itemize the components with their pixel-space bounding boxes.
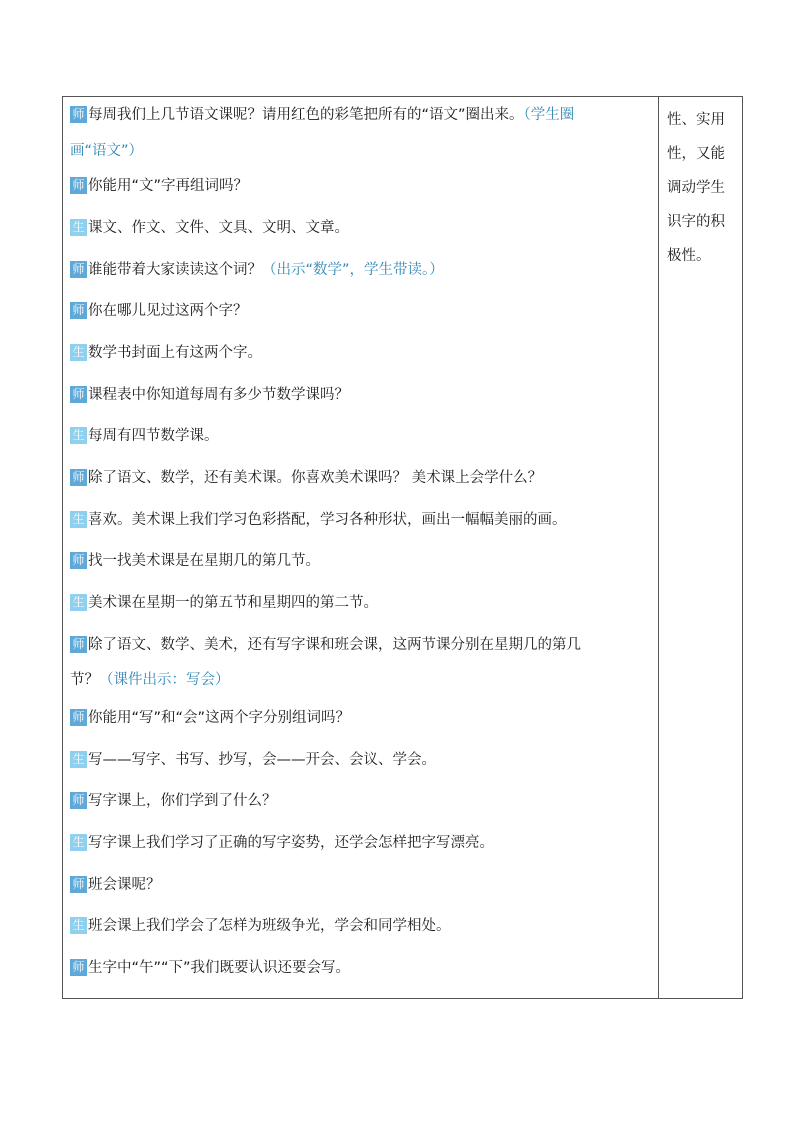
lesson-plan-table: [62, 96, 743, 999]
dialogue-text: 数学书封面上有这两个字。: [88, 345, 262, 361]
dialogue-line: [70, 670, 650, 690]
teacher-tag: 师: [70, 552, 87, 569]
dialogue-line: [70, 635, 650, 655]
teacher-tag: 师: [70, 792, 87, 809]
dialogue-line: [70, 750, 650, 770]
dialogue-line: [70, 343, 650, 363]
dialogue-text: 班会课呢？: [88, 877, 161, 893]
dialogue-line: [70, 916, 650, 936]
teacher-tag: 师: [70, 386, 87, 403]
dialogue-text: 写字课上我们学习了正确的写字姿势，还学会怎样把字写漂亮。: [88, 835, 494, 851]
dialogue-text: 生字中“午”“下”我们既要认识还要会写。: [88, 960, 351, 976]
dialogue-text: 喜欢。美术课上我们学习色彩搭配，学习各种形状，画出一幅幅美丽的画。: [88, 512, 567, 528]
dialogue-line: [70, 141, 650, 161]
student-tag: 生: [70, 834, 87, 851]
student-tag: 生: [70, 751, 87, 768]
dialogue-line: [70, 551, 650, 571]
dialogue-text: 你能用“文”字再组词吗？: [88, 178, 249, 194]
side-note-line: 调动学生: [667, 180, 725, 196]
dialogue-line: [70, 301, 650, 321]
teacher-tag: 师: [70, 177, 87, 194]
stage-note: 画“语文”）: [70, 143, 144, 159]
dialogue-line: [70, 510, 650, 530]
dialogue-text: 你能用“写”和“会”这两个字分别组词吗？: [88, 710, 351, 726]
notes-column: [667, 103, 739, 273]
teacher-tag: 师: [70, 876, 87, 893]
dialogue-text: 除了语文、数学，还有美术课。你喜欢美术课吗？ 美术课上会学什么？: [88, 470, 543, 486]
teacher-tag: 师: [70, 709, 87, 726]
teacher-tag: 师: [70, 469, 87, 486]
dialogue-text: 写字课上，你们学到了什么？: [88, 793, 277, 809]
student-tag: 生: [70, 427, 87, 444]
dialogue-line: [70, 833, 650, 853]
dialogue-text: 除了语文、数学、美术，还有写字课和班会课，这两节课分别在星期几的第几: [88, 637, 581, 653]
dialogue-text: 每周有四节数学课。: [88, 428, 219, 444]
dialogue-text: 谁能带着大家读读这个词？: [88, 262, 262, 278]
dialogue-text: 你在哪儿见过这两个字？: [88, 303, 248, 319]
dialogue-text: 课文、作文、文件、文具、文明、文章。: [88, 220, 349, 236]
teacher-tag: 师: [70, 302, 87, 319]
dialogue-text: 节？: [70, 672, 99, 688]
teacher-tag: 师: [70, 106, 87, 123]
stage-note: （课件出示：写会）: [99, 672, 230, 688]
stage-note: （学生圈: [523, 107, 575, 123]
teacher-tag: 师: [70, 261, 87, 278]
student-tag: 生: [70, 219, 87, 236]
dialogue-line: [70, 791, 650, 811]
dialogue-line: [70, 218, 650, 238]
dialogue-line: [70, 176, 650, 196]
dialogue-line: [70, 468, 650, 488]
dialogue-text: 班会课上我们学会了怎样为班级争光，学会和同学相处。: [88, 918, 451, 934]
dialogue-text: 找一找美术课是在星期几的第几节。: [88, 553, 320, 569]
column-divider: [658, 97, 659, 998]
dialogue-line: [70, 958, 650, 978]
dialogue-line: [70, 385, 650, 405]
stage-note: （出示“数学”，学生带读。）: [262, 262, 444, 278]
side-note-line: 识字的积: [667, 214, 725, 230]
side-note-line: 极性。: [667, 248, 711, 264]
dialogue-line: [70, 593, 650, 613]
side-note-line: 性，又能: [667, 146, 725, 162]
dialogue-line: [70, 105, 650, 125]
dialogue-line: [70, 875, 650, 895]
teacher-tag: 师: [70, 959, 87, 976]
student-tag: 生: [70, 917, 87, 934]
dialogue-line: [70, 426, 650, 446]
student-tag: 生: [70, 594, 87, 611]
side-note-line: 性、实用: [667, 112, 725, 128]
dialogue-text: 美术课在星期一的第五节和星期四的第二节。: [88, 595, 378, 611]
dialogue-text: 写——写字、书写、抄写，会——开会、会议、学会。: [88, 752, 436, 768]
dialogue-line: [70, 260, 650, 280]
student-tag: 生: [70, 344, 87, 361]
dialogue-text: 每周我们上几节语文课呢？请用红色的彩笔把所有的“语文”圈出来。: [88, 107, 524, 123]
dialogue-line: [70, 708, 650, 728]
teacher-tag: 师: [70, 636, 87, 653]
dialogue-text: 课程表中你知道每周有多少节数学课吗？: [88, 387, 349, 403]
student-tag: 生: [70, 511, 87, 528]
